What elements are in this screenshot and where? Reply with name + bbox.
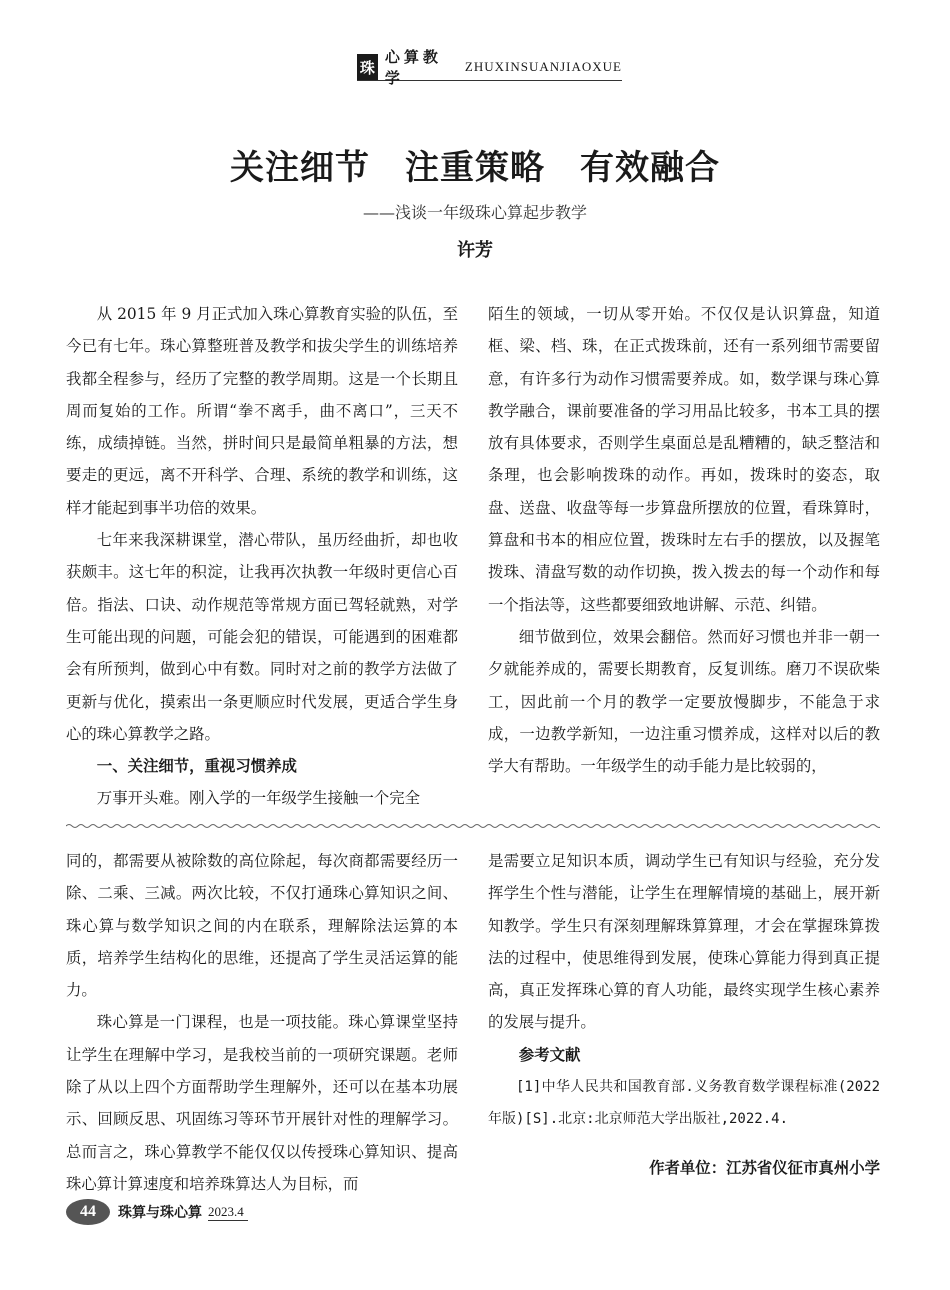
paragraph: 是需要立足知识本质，调动学生已有知识与经验，充分发挥学生个性与潜能，让学生在理解情境的基础上，展开新知教学。学生只有深刻理解珠算算理，才会在掌握珠算拨法的过程中，使思维得到发展，使珠心算能力得到真正提高，真正发挥珠心算的育人功能，最终实现学生核心素养的发展与提升。 (488, 852, 880, 1032)
paragraph: 珠心算是一门课程，也是一项技能。珠心算课堂坚持让学生在理解中学习，是我校当前的一项研究课题。老师除了从以上四个方面帮助学生理解外，还可以在基本功展示、回顾反思、巩固练习等环节开展针对性的理解学习。总而言之，珠心算教学不能仅仅以传授珠心算知识、提高珠心算计算速度和培养珠算达人为目标，而 (66, 1013, 458, 1193)
paragraph: 从 2015 年 9 月正式加入珠心算教育实验的队伍，至今已有七年。珠心算整班普及教学和拔尖学生的训练培养我都全程参与，经历了完整的教学周期。这是一个长期且周而复始的工作。所谓“拳不离手，曲不离口”，三天不练，成绩掉链。当然，拼时间只是最简单粗暴的方法，想要走的更远，离不开科学、合理、系统的教学和训练，这样才能起到事半功倍的效果。 (66, 305, 458, 517)
references-title: 参考文献 (518, 1045, 581, 1064)
article-title: 关注细节 注重策略 有效融合 (230, 148, 720, 188)
column-name: 心算教学 (384, 48, 442, 87)
reference-item: [1]中华人民共和国教育部.义务教育数学课程标准(2022年版)[S].北京:北京师范大学出版社,2022.4. (488, 1079, 880, 1128)
article-subtitle: ——浅谈一年级珠心算起步教学 (362, 203, 587, 222)
page-footer (66, 1199, 248, 1225)
top-right-column (488, 298, 880, 782)
column-header (357, 48, 622, 87)
journal-issue: 2023.4 (208, 1204, 248, 1221)
column-badge: 珠 (357, 54, 378, 80)
wavy-divider (66, 822, 880, 830)
paragraph: 七年来我深耕课堂，潜心带队，虽历经曲折，却也收获颇丰。这七年的积淀，让我再次执教一年级时更信心百倍。指法、口诀、动作规范等常规方面已驾轻就熟，对学生可能出现的问题，可能会犯的错误，可能遇到的困难都会有所预判，做到心中有数。同时对之前的教学方法做了更新与优化，摸索出一条更顺应时代发展，更适合学生身心的珠心算教学之路。 (66, 531, 458, 743)
journal-name: 珠算与珠心算 (118, 1205, 202, 1221)
bottom-right-column (488, 845, 880, 1136)
paragraph: 同的，都需要从被除数的高位除起，每次商都需要经历一除、二乘、三减。两次比较，不仅打通珠心算知识之间、珠心算与数学知识之间的内在联系，理解除法运算的本质，培养学生结构化的思维，还提高了学生灵活运算的能力。 (66, 852, 458, 1000)
paragraph: 细节做到位，效果会翻倍。然而好习惯也并非一朝一夕就能养成的，需要长期教育，反复训练。磨刀不误砍柴工，因此前一个月的教学一定要放慢脚步，不能急于求成，一边教学新知，一边注重习惯养成，这样对以后的教学大有帮助。一年级学生的动手能力是比较弱的， (488, 627, 880, 776)
top-left-column (66, 298, 458, 815)
paragraph: 万事开头难。刚入学的一年级学生接触一个完全 (96, 789, 421, 808)
author-affiliation: 作者单位：江苏省仪征市真州小学 (649, 1159, 880, 1177)
section-heading: 一、关注细节，重视习惯养成 (96, 757, 297, 776)
article-author: 许芳 (457, 240, 493, 261)
paragraph: 陌生的领域，一切从零开始。不仅仅是认识算盘，知道框、梁、档、珠，在正式拨珠前，还有一系列细节需要留意，有许多行为动作习惯需要养成。如，数学课与珠心算教学融合，课前要准备的学习用品比较多，书本工具的摆放有具体要求，否则学生桌面总是乱糟糟的，缺乏整洁和条理，也会影响拨珠的动作。再如，拨珠时的姿态，取盘、送盘、收盘等每一步算盘所摆放的位置，看珠算时，算盘和书本的相应位置，拨珠时左右手的摆放，以及握笔拨珠、清盘写数的动作切换，拨入拨去的每一个动作和每一个指法等，这些都要细致地讲解、示范、纠错。 (488, 305, 880, 614)
page-number: 44 (66, 1199, 110, 1225)
column-pinyin: ZHUXINSUANJIAOXUE (464, 59, 622, 74)
bottom-left-column (66, 845, 458, 1200)
